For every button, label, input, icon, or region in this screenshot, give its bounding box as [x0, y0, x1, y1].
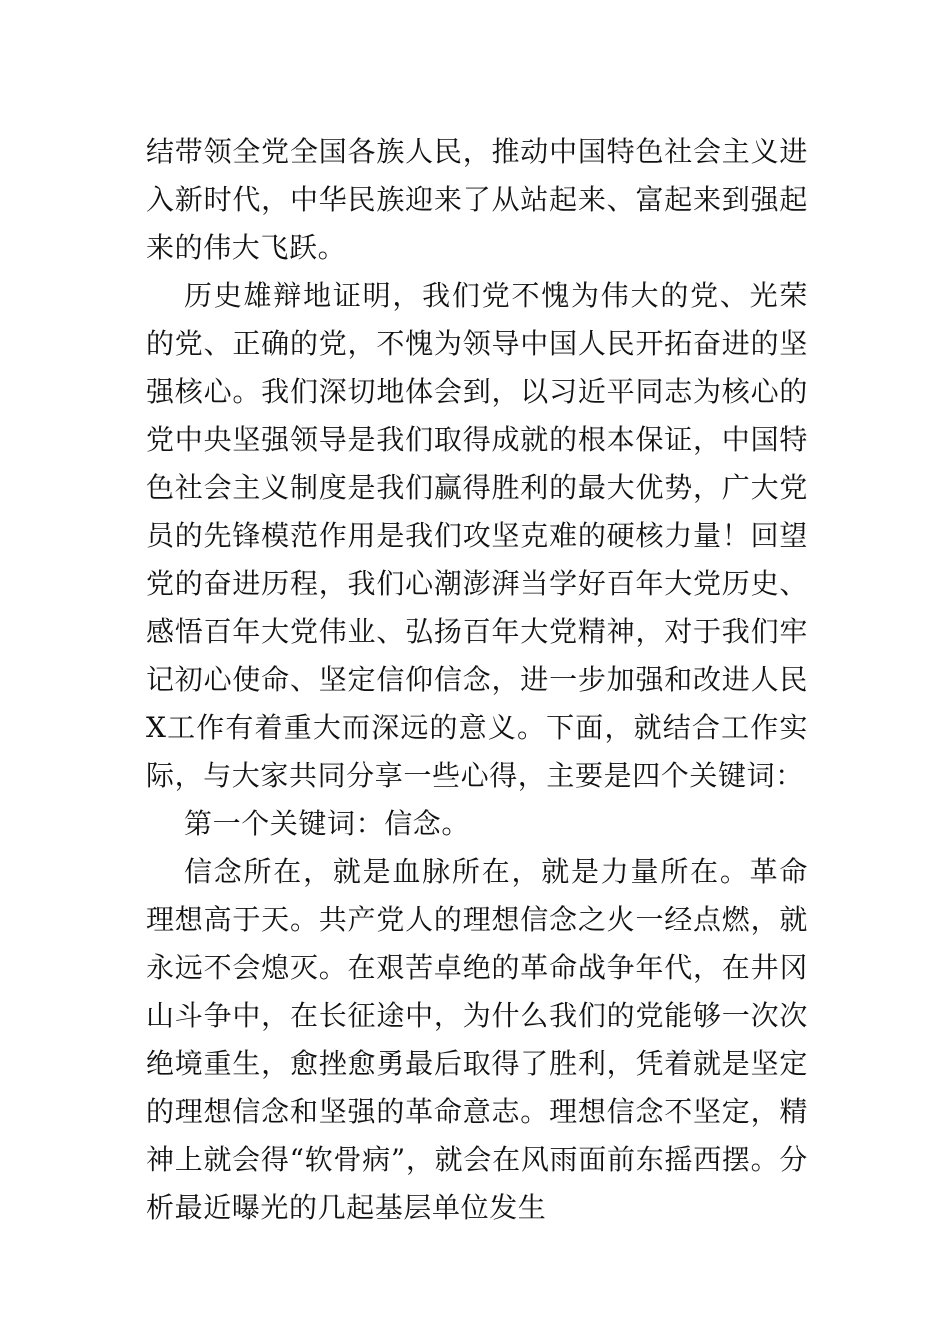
paragraph-1: 结带领全党全国各族人民，推动中国特色社会主义进入新时代，中华民族迎来了从站起来、富起来到强起来的伟大飞跃。 [146, 135, 808, 264]
paragraph-4: 信念所在，就是血脉所在，就是力量所在。革命理想高于天。共产党人的理想信念之火一经点燃，就永远不会熄灭。在艰苦卓绝的革命战争年代，在井冈山斗争中，在长征途中，为什么我们的党能够一次次绝境重生，愈挫愈勇最后取得了胜利，凭着就是坚定的理想信念和坚强的革命意志。理想信念不坚定，精神上就会得“软骨病”，就会在风雨面前东摇西摆。分析最近曝光的几起基层单位发生 [146, 855, 808, 1224]
body-text [146, 128, 808, 1232]
paragraph-2: 历史雄辩地证明，我们党不愧为伟大的党、光荣的党、正确的党，不愧为领导中国人民开拓奋进的坚强核心。我们深切地体会到，以习近平同志为核心的党中央坚强领导是我们取得成就的根本保证，中国特色社会主义制度是我们赢得胜利的最大优势，广大党员的先锋模范作用是我们攻坚克难的硬核力量！回望党的奋进历程，我们心潮澎湃当学好百年大党历史、感悟百年大党伟业、弘扬百年大党精神，对于我们牢记初心使命、坚定信仰信念，进一步加强和改进人民X工作有着重大而深远的意义。下面，就结合工作实际，与大家共同分享一些心得，主要是四个关键词： [146, 279, 808, 792]
section-heading-keyword-1: 第一个关键词：信念。 [184, 807, 471, 840]
